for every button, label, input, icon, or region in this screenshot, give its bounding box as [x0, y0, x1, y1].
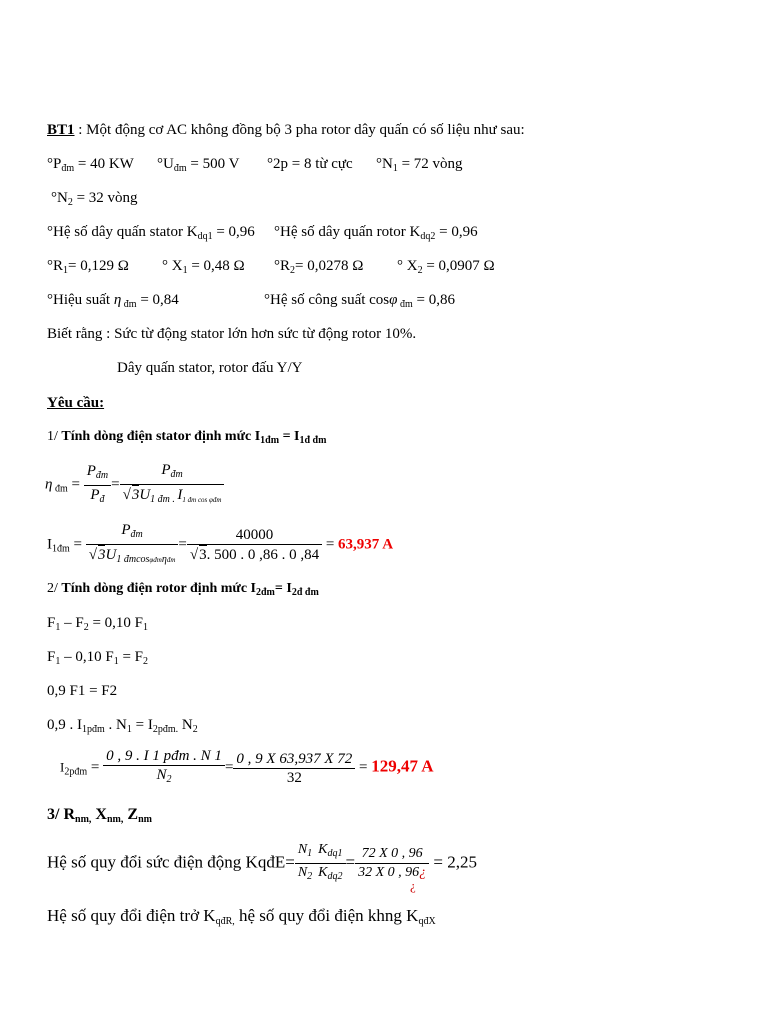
spec-efficiency: °Hiệu suất η $_{đm}$ = 0,84 — [47, 292, 179, 310]
note-connection: Dây quấn stator, rotor đấu Y/Y — [117, 360, 303, 376]
result-i1dm: 63,937 A — [338, 536, 394, 553]
spec-pdm: $^\circ P_{đm} = 40$ KW — [47, 156, 134, 174]
problem-text: : Một động cơ AC không đồng bộ 3 pha rotor dây quấn có số liệu như sau: — [74, 122, 525, 138]
equation-2: $F_1 - 0,10$ $F_1 = F_2$ — [47, 649, 148, 667]
spec-power-factor: °Hệ số công suất cosφ $_{đm}$ = 0,86 — [264, 292, 455, 310]
requirements-heading: Yêu cầu: — [47, 395, 105, 411]
equation-3: 0,9 F1 = F2 — [47, 683, 118, 699]
problem-statement — [47, 121, 525, 139]
spec-kdq1: °Hệ số dây quấn stator $K_{dq1} = 0,96$ — [47, 224, 255, 242]
conversion-factors: Hệ số quy đổi điện trở $K_{qđR,}$ hệ số quy đổi điện khng $K_{qđX}$ — [47, 906, 436, 927]
spec-n1: $^\circ N_1 = 72$ vòng — [376, 156, 463, 174]
result-i2dm: 129,47 A — [371, 756, 434, 776]
formula-kqde-error-mark: ¿ — [410, 878, 416, 893]
formula-i1dm: $I_{1đm}$ = $\frac{P_{đm}}{√3U_{1 đmcos\varphi đm\eta đm}}$ = $\frac{40000}{√3. 500 . 0 ,86 . 0 ,84}$ = 63,937 A — [47, 522, 394, 565]
question-1: 1/ Tính dòng điện stator định mức $I_{1đm} = I_{1đ đm}$ — [47, 429, 327, 446]
note-mmf: Biết rằng : Sức từ động stator lớn hơn sức từ động rotor 10%. — [47, 326, 417, 342]
question-3: 3/ $R_{nm,}$ $X_{nm,}$ $Z_{nm}$ — [47, 806, 152, 825]
equation-4: 0,9 . $I_{1pđm}$ . $N_1 = I_{2pđm.}$ $N_2$ — [47, 717, 198, 735]
spec-r2: $^\circ R_2= 0,0278$ Ω — [274, 258, 364, 276]
spec-x2: ° $X_2 = 0,0907$ Ω — [397, 258, 495, 276]
question-2: 2/ Tính dòng điện rotor định mức $I_{2đm}= I_{2đ đm}$ — [47, 581, 319, 598]
spec-udm: $^\circ U_{đm} = 500$ V — [157, 156, 240, 174]
formula-i2dm: $I_{2pđm}$ = $\frac{\text{0 , 9 . I 1 pđm . N 1}}{N_2}$ = $\frac{0 , 9 X 63,937 X 72}{32}$ = 129,47 A — [60, 748, 434, 786]
spec-kdq2: °Hệ số dây quấn rotor $K_{dq2} = 0,96$ — [274, 224, 478, 242]
problem-label: BT1 — [47, 122, 75, 138]
formula-kqde: Hệ số quy đổi sức điện động KqđE= $\frac{N_1}{N_2}$ $\frac{K_{dq1}}{K_{dq2}}$ = $\frac{72 X 0 , 96}{32 X 0 , 96¿}$ = 2,25 — [47, 842, 477, 882]
spec-poles: °2p = 8 từ cực — [267, 156, 353, 172]
equation-1: $F_1 - F_2 = 0,10$ $F_1$ — [47, 615, 148, 633]
spec-x1: ° $X_1 = 0,48$ Ω — [162, 258, 245, 276]
spec-n2: $^\circ N_2 = 32$ vòng — [51, 190, 138, 208]
formula-efficiency: η $_{đm}$ = $\frac{P_{đm}}{P_đ}$ = $\frac{P_{đm}}{√3U_{1 đm .} I_{1 đm cos \varphi đm}}$ — [45, 461, 224, 509]
spec-r1: $^\circ R_1= 0,129$ Ω — [47, 258, 129, 276]
